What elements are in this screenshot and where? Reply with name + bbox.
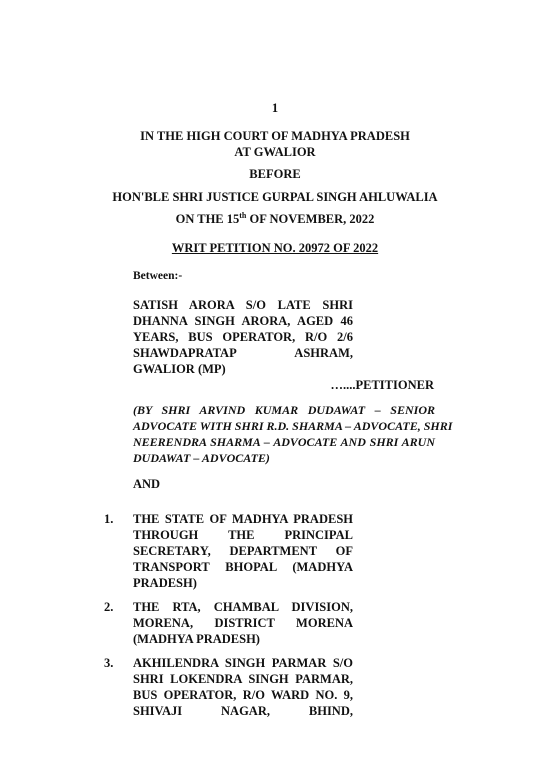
court-name: IN THE HIGH COURT OF MADHYA PRADESH [140,129,410,143]
date-superscript: th [239,210,247,220]
page-number: 1 [271,101,279,115]
respondent-number: 1. [104,512,114,526]
respondent-1-block: THE STATE OF MADHYA PRADESH THROUGH THE PRINCIPAL SECRETARY, DEPARTMENT OF TRANSPORT BHOPAL (MADHYA PRADESH) [133,512,353,590]
counsel-block: (BY SHRI ARVIND KUMAR DUDAWAT – SENIOR ADVOCATE WITH SHRI R.D. SHARMA – ADVOCATE, SHRI NEERENDRA SHARMA – ADVOCATE AND SHRI ARUN DUDAWAT – ADVOCATE) [133,403,453,465]
petitioner-role: …....PETITIONER [330,378,434,392]
before-heading: BEFORE [249,167,301,181]
and-separator: AND [133,477,161,491]
respondent-2-block: THE RTA, CHAMBAL DIVISION, MORENA, DISTRICT MORENA (MADHYA PRADESH) [133,600,353,646]
petitioner-block: SATISH ARORA S/O LATE SHRI DHANNA SINGH ARORA, AGED 46 YEARS, BUS OPERATOR, R/O 2/6 SHAWDAPRATAP ASHRAM, GWALIOR (MP) [133,298,353,376]
order-date: ON THE 15th OF NOVEMBER, 2022 [175,210,375,226]
judge-name: HON'BLE SHRI JUSTICE GURPAL SINGH AHLUWALIA [112,190,438,204]
respondent-3-block: AKHILENDRA SINGH PARMAR S/O SHRI LOKENDRA SINGH PARMAR, BUS OPERATOR, R/O WARD NO. 9, SHIVAJI NAGAR, BHIND, [133,656,353,718]
court-location: AT GWALIOR [234,145,316,159]
respondent-number: 3. [104,656,114,670]
case-title: WRIT PETITION NO. 20972 OF 2022 [171,241,379,255]
respondent-number: 2. [104,600,114,614]
between-label: Between:- [133,270,183,282]
